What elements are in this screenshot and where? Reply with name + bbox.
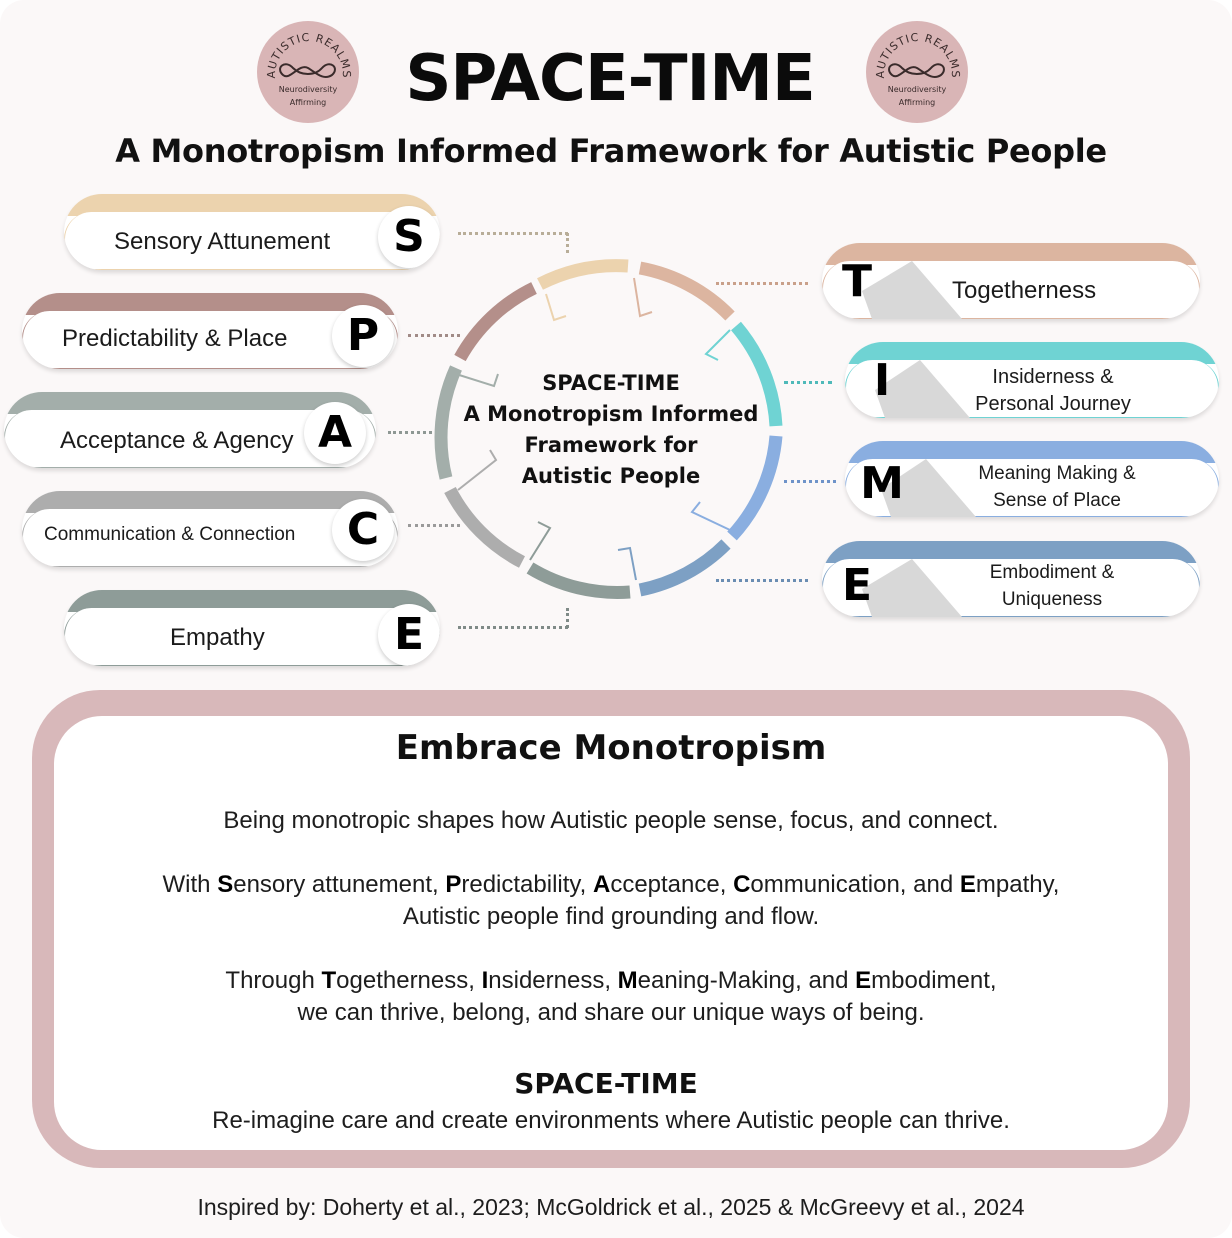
bold-initial: S [217, 871, 234, 898]
ring-segment-c [450, 490, 522, 562]
connector-e-rise [566, 608, 569, 628]
connector-i [784, 381, 832, 384]
connector-m [784, 480, 836, 483]
svg-text:Affirming: Affirming [898, 98, 936, 107]
ring-segment-p [460, 288, 534, 358]
autistic-realms-logo-right [866, 21, 968, 123]
letter-badge: E [841, 560, 873, 611]
text: Through [225, 967, 322, 994]
pill-label-line2: Uniqueness [1001, 589, 1103, 610]
ring-arrow [692, 502, 730, 530]
ring-center-line1: SPACE-TIME [542, 371, 680, 395]
letter-badge: E [378, 604, 440, 666]
ring-center-line3: Framework for [524, 433, 698, 457]
ring-segment-e2 [640, 544, 726, 590]
pill-label-line2: Sense of Place [993, 490, 1121, 511]
pill-label-line1: Insiderness & [992, 366, 1114, 388]
ring-arrow [530, 522, 550, 560]
bold-initial: E [855, 967, 872, 994]
footer-citations: Inspired by: Doherty et al., 2023; McGoldrick et al., 2025 & McGreevy et al., 2024 [197, 1194, 1025, 1220]
text: mpathy, [975, 871, 1060, 898]
pill-insiderness [845, 342, 1219, 418]
bold-initial: T [321, 967, 337, 994]
connector-s [458, 232, 568, 235]
pill-sensory-attunement [64, 194, 440, 270]
svg-text:Affirming: Affirming [289, 98, 327, 107]
ring-arrow [618, 548, 636, 580]
pill-label [932, 559, 1172, 613]
pill-label-line1: Embodiment & [989, 562, 1115, 583]
pill-label [937, 460, 1177, 514]
embrace-paragraph-2 [60, 869, 1162, 933]
ring-arrow [706, 330, 730, 360]
text: ensory attunement, [233, 871, 446, 898]
ring-center-line4: Autistic People [521, 464, 701, 488]
pill-label-line2: Personal Journey [975, 393, 1131, 415]
text: ommunication, and [750, 871, 960, 898]
embrace-subheading: SPACE-TIME [514, 1067, 698, 1100]
pill-label-line1: Meaning Making & [978, 463, 1136, 484]
text: ogetherness, [336, 967, 482, 994]
ring-arrow [546, 294, 566, 320]
pill-label: Communication & Connection [44, 524, 296, 545]
letter-badge: A [304, 402, 366, 464]
svg-text:AUTISTIC REALMS: AUTISTIC REALMS [264, 30, 354, 79]
embrace-paragraph-3-line1 [60, 965, 1162, 997]
svg-text:Neurodiversity: Neurodiversity [278, 85, 338, 94]
pill-label [933, 364, 1173, 418]
text: nsiderness, [488, 967, 618, 994]
pill-label: Acceptance & Agency [60, 427, 294, 454]
pill-togetherness [822, 243, 1200, 319]
bold-initial: P [445, 871, 462, 898]
bold-initial: M [617, 967, 638, 994]
pill-label: Sensory Attunement [114, 228, 331, 255]
pill-predictability-place [22, 293, 398, 369]
text: redictability, [461, 871, 593, 898]
pill-empathy [64, 590, 440, 666]
embrace-paragraph-3-line2: we can thrive, belong, and share our unique ways of being. [297, 999, 925, 1026]
page-subtitle: A Monotropism Informed Framework for Autistic People [115, 132, 1107, 170]
pill-acceptance-agency [4, 392, 376, 468]
pill-communication-connection [22, 491, 398, 567]
connector-e [458, 626, 568, 629]
letter-badge: C [332, 499, 394, 561]
letter-badge: T [841, 256, 872, 307]
bold-initial: E [959, 871, 976, 898]
infinity-icon [257, 21, 359, 123]
connector-a [388, 431, 432, 434]
embrace-closing: Re-imagine care and create environments where Autistic people can thrive. [212, 1107, 1010, 1134]
autistic-realms-logo-left [257, 21, 359, 123]
embrace-paragraph-2-line2: Autistic people find grounding and flow. [402, 903, 820, 930]
letter-badge: M [860, 458, 904, 509]
bold-initial: C [733, 871, 751, 898]
ring-center-line2: A Monotropism Informed [463, 402, 759, 426]
ring-arrow [634, 278, 652, 316]
pill-meaning-making [845, 441, 1219, 517]
letter-badge: P [332, 305, 394, 367]
ring-segment-t [640, 268, 730, 316]
text: cceptance, [610, 871, 734, 898]
ring-center-text [452, 368, 770, 492]
text: eaning-Making, and [637, 967, 856, 994]
pill-label: Togetherness [952, 277, 1097, 304]
text: With [162, 871, 218, 898]
ring-segment-s [540, 266, 628, 284]
letter-badge: S [378, 206, 440, 268]
text: mbodiment, [871, 967, 997, 994]
letter-badge: I [873, 355, 891, 406]
svg-text:AUTISTIC REALMS: AUTISTIC REALMS [873, 30, 963, 79]
embrace-paragraph-3 [60, 965, 1162, 1029]
bold-initial: A [592, 871, 611, 898]
embrace-paragraph-1: Being monotropic shapes how Autistic people sense, focus, and connect. [223, 807, 999, 834]
pill-label: Empathy [170, 624, 265, 651]
embrace-heading: Embrace Monotropism [395, 728, 827, 768]
embrace-paragraph-2-line1 [60, 869, 1162, 901]
page-title: SPACE-TIME [405, 42, 815, 116]
pill-embodiment [822, 541, 1200, 617]
svg-text:Neurodiversity: Neurodiversity [887, 85, 947, 94]
pill-label: Predictability & Place [62, 325, 288, 352]
infinity-icon [866, 21, 968, 123]
ring-segment-e [530, 568, 630, 592]
bold-initial: I [481, 967, 489, 994]
